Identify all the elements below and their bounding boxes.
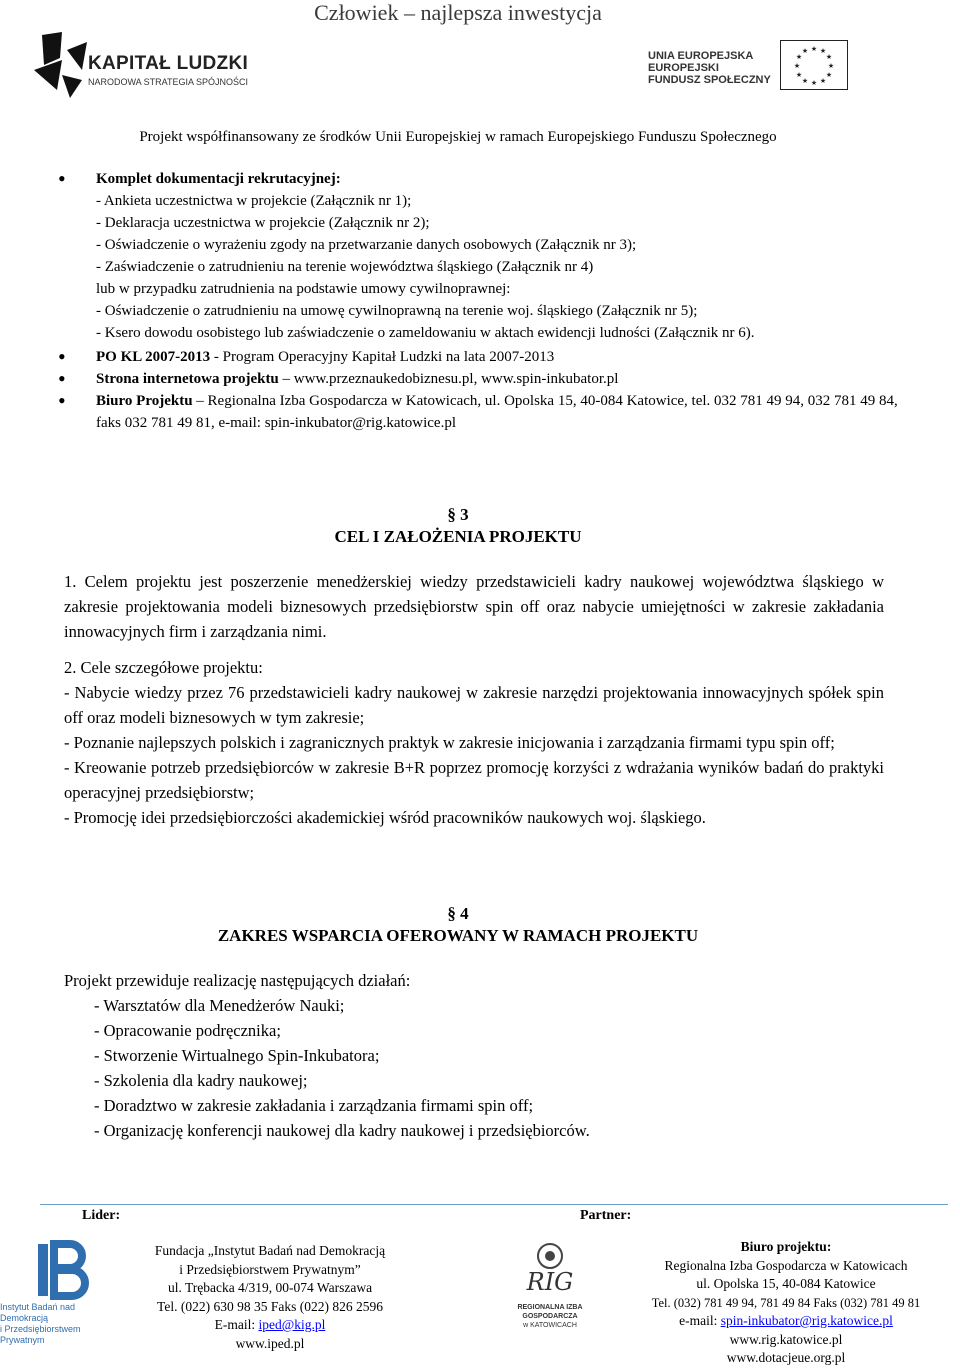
support-item: - Opracowanie podręcznika; (94, 1021, 281, 1040)
objective-item: - Kreowanie potrzeb przedsiębiorców w zakresie B+R poprzez promocję korzyści z wdrażania wyników badań do praktyki operacyjnej przedsiębiorstw; (64, 758, 884, 802)
kapital-ludzki-star-icon (32, 30, 92, 100)
list-item (64, 168, 904, 344)
office-line: Tel. (032) 781 49 94, 781 49 84 Faks (032) 781 49 81 (651, 1295, 921, 1310)
objective-item: - Nabycie wiedzy przez 76 przedstawicieli kadry naukowej w zakresie narzędzi projektowania innowacyjnych spółek spin off oraz modeli biznesowych w tym zakresie; (64, 683, 884, 727)
list-item (64, 346, 904, 368)
rig-logo-line2: w KATOWICACH (523, 1322, 577, 1329)
document-header-title: Człowiek – najlepsza inwestycja (314, 0, 602, 25)
leader-line: i Przedsiębiorstwem Prywatnym” (179, 1261, 361, 1277)
docs-line: - Zaświadczenie o zatrudnieniu na terenie województwa śląskiego (Załącznik nr 4) (96, 259, 594, 275)
office-line: Regionalna Izba Gospodarcza w Katowicach (664, 1257, 908, 1273)
support-list (64, 993, 884, 1143)
objectives-heading: 2. Cele szczegółowe projektu: (64, 658, 263, 677)
svg-text:★: ★ (825, 71, 833, 79)
section-4-number: § 4 (447, 904, 469, 923)
office-email-label: e-mail: (679, 1313, 721, 1328)
support-item: - Szkolenia dla kadry naukowej; (94, 1071, 308, 1090)
leader-www: www.iped.pl (235, 1335, 305, 1351)
svg-text:★: ★ (825, 53, 833, 61)
footer-divider (40, 1204, 948, 1205)
section-3-paragraph-1: 1. Celem projektu jest poszerzenie menedżerskiej wiedzy przedstawicieli kadry naukowej województwa śląskiego w zakresie projektowania modeli biznesowych przedsiębiorstw spin off oraz nabycie umiejętności w zakresie zakładania innowacyjnych firm i zarządzania nimi. (64, 572, 884, 641)
svg-text:★: ★ (827, 62, 835, 70)
rig-emblem-icon (510, 1238, 590, 1298)
svg-text:★: ★ (810, 79, 818, 87)
office-www: www.rig.katowice.pl (729, 1331, 843, 1347)
website-label: Strona internetowa projektu (96, 371, 279, 387)
docs-line: - Deklaracja uczestnictwa w projekcie (Załącznik nr 2); (96, 215, 430, 231)
svg-text:★: ★ (795, 53, 803, 61)
svg-text:★: ★ (801, 77, 809, 85)
rig-logo-text: RIG (526, 1268, 574, 1296)
office-email-link[interactable]: spin-inkubator@rig.katowice.pl (720, 1313, 893, 1328)
leader-line: Fundacja „Instytut Badań nad Demokracją (154, 1243, 386, 1258)
docs-line: lub w przypadku zatrudnienia na podstawie umowy cywilnoprawnej: (96, 281, 511, 297)
docs-line: - Ankieta uczestnictwa w projekcie (Załącznik nr 1); (96, 193, 412, 209)
docs-line: - Ksero dowodu osobistego lub zaświadczenie o zameldowaniu w aktach ewidencji ludności (Załącznik nr 6). (96, 325, 755, 341)
list-item (64, 390, 904, 434)
po-kl-text: - Program Operacyjny Kapitał Ludzki na lata 2007-2013 (210, 349, 555, 365)
section-4-content (64, 968, 884, 1143)
docs-line: - Oświadczenie o wyrażeniu zgody na przetwarzanie danych osobowych (Załącznik nr 3); (96, 237, 637, 253)
docs-line: - Oświadczenie o zatrudnieniu na umowę cywilnoprawną na terenie woj. śląskiego (Załącznik nr 5); (96, 303, 698, 319)
support-item: - Stworzenie Wirtualnego Spin-Inkubatora; (94, 1046, 380, 1065)
kapital-ludzki-logo-subtitle: NARODOWA STRATEGIA SPÓJNOŚCI (88, 77, 249, 87)
office-text: – Regionalna Izba Gospodarcza w Katowicach, ul. Opolska 15, 40-084 Katowice, tel. 032 781 49 94, 032 781 49 84, faks 032 781 49 81, e-mail: spin-inkubator@rig.katowice.pl (96, 393, 898, 431)
svg-text:★: ★ (795, 71, 803, 79)
docs-title: • Komplet dokumentacji rekrutacyjnej: (96, 171, 341, 187)
leader-label: Lider: (82, 1208, 121, 1223)
website-text: – www.przeznaukedobiznesu.pl, www.spin-inkubator.pl (278, 371, 619, 387)
office-line: ul. Opolska 15, 40-084 Katowice (696, 1276, 876, 1291)
leader-line: Tel. (022) 630 98 35 Faks (022) 826 2596 (157, 1298, 383, 1314)
leader-email-label: E-mail: (214, 1317, 259, 1332)
eu-logo-line2: EUROPEJSKI (648, 62, 719, 74)
support-item: - Warsztatów dla Menedżerów Nauki; (94, 996, 345, 1015)
eu-flag-icon (780, 40, 848, 90)
section-3-number: § 3 (447, 505, 469, 524)
eu-logo-line3: FUNDUSZ SPOŁECZNY (648, 74, 771, 86)
leader-line: ul. Trębacka 4/319, 00-074 Warszawa (167, 1280, 373, 1295)
office-label: Biuro Projektu (96, 393, 193, 409)
svg-text:★: ★ (801, 47, 809, 55)
svg-text:★: ★ (819, 77, 827, 85)
eu-logo-text (648, 50, 771, 86)
support-item: - Doradztwo w zakresie zakładania i zarządzania firmami spin off; (94, 1096, 534, 1115)
po-kl-label: PO KL 2007-2013 (96, 349, 211, 365)
office-title: Biuro projektu: (740, 1239, 832, 1254)
rig-logo-line1: REGIONALNA IZBA GOSPODARCZA (517, 1304, 583, 1320)
rig-logo (490, 1238, 610, 1330)
objective-item: - Promocję idei przedsiębiorczości akademickiej wśród pracowników naukowych woj. śląskiego. (64, 808, 706, 827)
objective-item: - Poznanie najlepszych polskich i zagranicznych praktyk w zakresie inicjowania i zarządzania firmami typu spin off; (64, 733, 835, 752)
section-3-title: CEL I ZAŁOŻENIA PROJEKTU (334, 527, 582, 546)
ib-logo-icon (30, 1240, 90, 1300)
eu-logo-line1: UNIA EUROPEJSKA (648, 50, 754, 62)
svg-text:★: ★ (810, 45, 818, 53)
list-item (64, 368, 904, 390)
ib-logo-line2: i Przedsiębiorstwem Prywatnym (0, 1324, 81, 1345)
office-www: www.dotacjeue.org.pl (726, 1350, 846, 1365)
section-4-intro: Projekt przewiduje realizację następujących działań: (64, 971, 411, 990)
partner-label: Partner: (580, 1208, 632, 1223)
ib-logo-text (0, 1302, 120, 1346)
svg-text:★: ★ (793, 62, 801, 70)
leader-email-line (130, 1316, 410, 1335)
leader-email-link[interactable]: iped@kig.pl (258, 1317, 326, 1332)
section-3-objectives (64, 655, 884, 830)
office-contact (612, 1238, 960, 1368)
recruitment-info-list (64, 168, 904, 434)
office-email-line (612, 1312, 960, 1331)
section-4-title: ZAKRES WSPARCIA OFEROWANY W RAMACH PROJEKTU (217, 926, 699, 945)
svg-text:★: ★ (819, 47, 827, 55)
cofinance-note: Projekt współfinansowany ze środków Unii Europejskiej w ramach Europejskiego Funduszu Społecznego (139, 129, 777, 145)
leader-contact (130, 1242, 410, 1353)
support-item: - Organizację konferencji naukowej dla kadry naukowej i przedsiębiorców. (94, 1121, 590, 1140)
ib-logo-line1: Instytut Badań nad Demokracją (0, 1302, 76, 1323)
kapital-ludzki-logo-title: KAPITAŁ LUDZKI (88, 53, 249, 74)
